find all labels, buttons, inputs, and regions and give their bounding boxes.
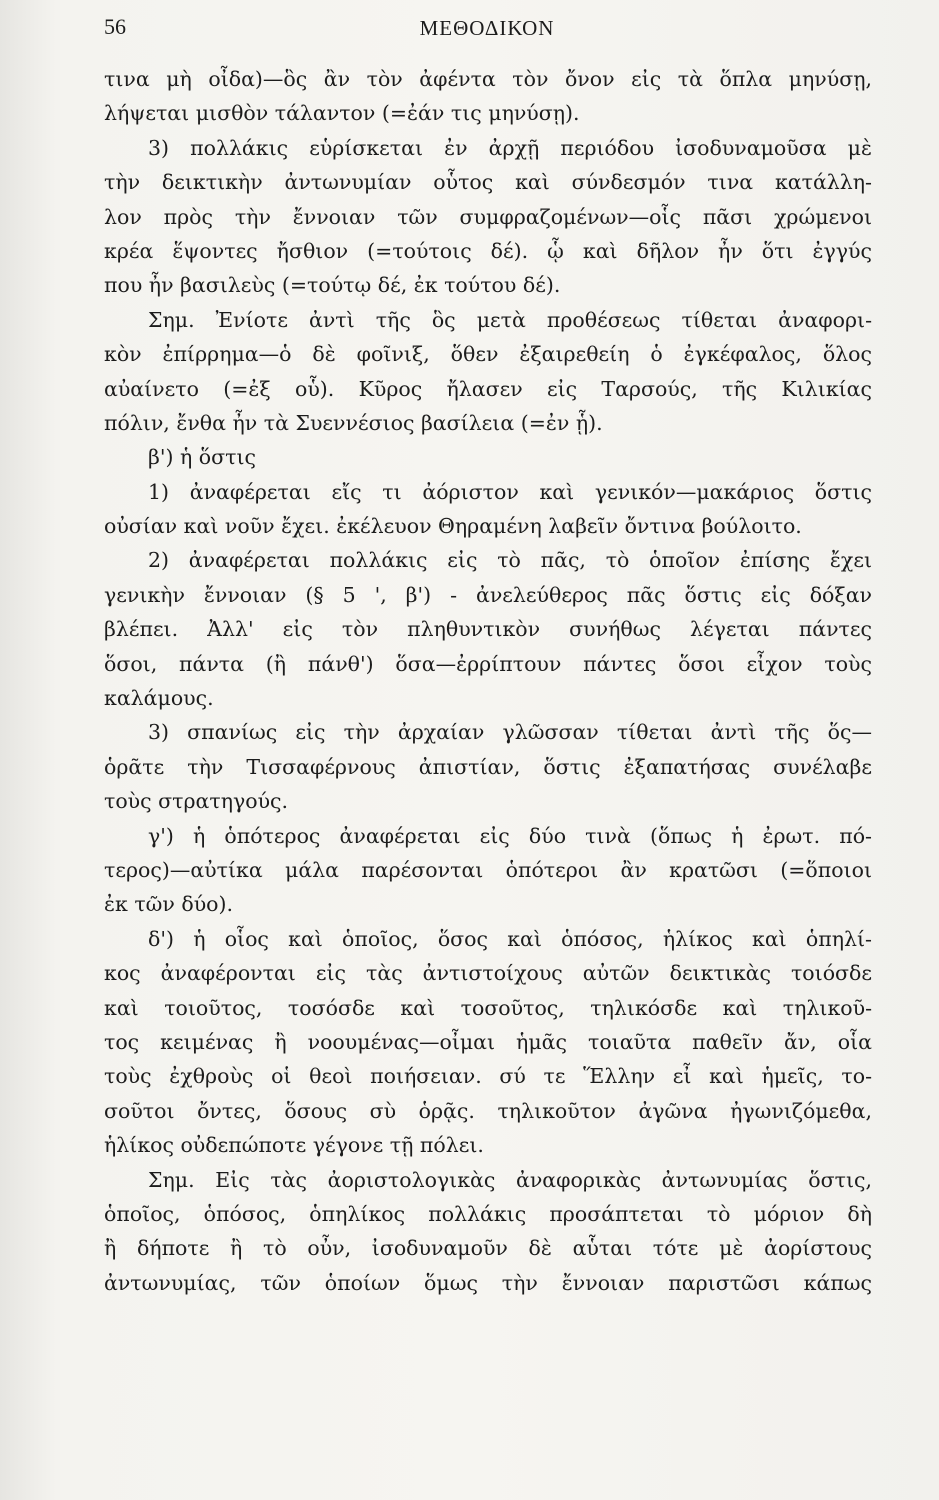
text-line: ἡλίκος οὐδεπώποτε γέγονε τῇ πόλει. xyxy=(104,1133,484,1158)
text-line: ἐκ τῶν δύο). xyxy=(104,892,234,917)
text-line: δ') ἡ οἷος καὶ ὁποῖος, ὅσος καὶ ὁπόσος, ἡλίκος καὶ ὁπηλί- xyxy=(148,926,872,951)
text-line: αὐαίνετο (=ἐξ οὗ). Κῦρος ἤλασεν εἰς Ταρσούς, τῆς Κιλικίας xyxy=(104,376,872,401)
text-line: λήψεται μισθὸν τάλαντον (=ἐάν τις μηνύσῃ). xyxy=(104,101,580,126)
text-line: γενικὴν ἔννοιαν (§ 5 ', β') - ἀνελεύθερος πᾶς ὅστις εἰς δόξαν xyxy=(104,582,872,607)
text-line: πόλιν, ἔνθα ἦν τὰ Συεννέσιος βασίλεια (=ἐν ᾗ). xyxy=(104,410,603,435)
page-header xyxy=(104,14,870,50)
text-line: Σημ. Ἐνίοτε ἀντὶ τῆς ὃς μετὰ προθέσεως τίθεται ἀναφορι- xyxy=(148,307,872,332)
text-line: 2) ἀναφέρεται πολλάκις εἰς τὸ πᾶς, τὸ ὁποῖον ἐπίσης ἔχει xyxy=(148,548,872,573)
body-text xyxy=(104,62,872,1300)
text-line: τινα μὴ οἶδα)—ὃς ἂν τὸν ἀφέντα τὸν ὄνον εἰς τὰ ὅπλα μηνύσῃ, xyxy=(104,67,872,91)
text-line: τοὺς ἐχθροὺς οἱ θεοὶ ποιήσειαν. σύ τε Ἕλλην εἶ καὶ ἡμεῖς, το- xyxy=(104,1064,872,1089)
text-line: β') ἡ ὅστις xyxy=(148,445,256,470)
text-line: κὸν ἐπίρρημα—ὁ δὲ φοῖνιξ, ὅθεν ἐξαιρεθείη ὁ ἐγκέφαλος, ὅλος xyxy=(104,342,872,367)
text-line: 3) πολλάκις εὑρίσκεται ἐν ἀρχῇ περιόδου ἰσοδυναμοῦσα μὲ xyxy=(148,135,872,160)
text-line: ὁποῖος, ὁπόσος, ὁπηλίκος πολλάκις προσάπτεται τὸ μόριον δὴ xyxy=(104,1201,872,1226)
text-line: καλάμους. xyxy=(104,686,214,711)
text-line: οὐσίαν καὶ νοῦν ἔχει. ἐκέλευον Θηραμένη λαβεῖν ὄντινα βούλοιτο. xyxy=(104,514,802,539)
text-line: που ἦν βασιλεὺς (=τούτῳ δέ, ἐκ τούτου δέ). xyxy=(104,273,561,298)
text-line: βλέπει. Ἀλλ' εἰς τὸν πληθυντικὸν συνήθως λέγεται πάντες xyxy=(104,617,872,642)
text-line: τος κειμένας ἢ νοουμένας—οἶμαι ἡμᾶς τοιαῦτα παθεῖν ἄν, οἷα xyxy=(104,1029,872,1054)
text-line: ὁρᾶτε τὴν Τισσαφέρνους ἀπιστίαν, ὅστις ἐξαπατήσας συνέλαβε xyxy=(104,754,872,779)
text-line: καὶ τοιοῦτος, τοσόσδε καὶ τοσοῦτος, τηλικόσδε καὶ τηλικοῦ- xyxy=(104,995,872,1020)
text-line: κρέα ἕψοντες ἤσθιον (=τούτοις δέ). ᾧ καὶ δῆλον ἦν ὅτι ἐγγύς xyxy=(104,238,872,263)
running-head: ΜΕΘΟΔΙΚΟΝ xyxy=(419,16,555,40)
text-line: ὅσοι, πάντα (ἢ πάνθ') ὅσα—ἐρρίπτουν πάντες ὅσοι εἶχον τοὺς xyxy=(104,651,872,676)
text-line: τοὺς στρατηγούς. xyxy=(104,789,289,814)
text-line: 1) ἀναφέρεται εἴς τι ἀόριστον καὶ γενικόν—μακάριος ὅστις xyxy=(148,479,872,504)
text-line: Σημ. Εἰς τὰς ἀοριστολογικὰς ἀναφορικὰς ἀντωνυμίας ὅστις, xyxy=(148,1167,872,1192)
text-line: ἀντωνυμίας, τῶν ὁποίων ὅμως τὴν ἔννοιαν παριστῶσι κάπως xyxy=(104,1270,872,1295)
text-line: σοῦτοι ὄντες, ὅσους σὺ ὁρᾷς. τηλικοῦτον ἀγῶνα ἠγωνιζόμεθα, xyxy=(104,1098,872,1123)
text-line: γ') ἡ ὁπότερος ἀναφέρεται εἰς δύο τινὰ (ὅπως ἡ ἐρωτ. πό- xyxy=(148,823,872,848)
text-line: κος ἀναφέρονται εἰς τὰς ἀντιστοίχους αὐτῶν δεικτικὰς τοιόσδε xyxy=(104,961,872,986)
text-line: τερος)—αὐτίκα μάλα παρέσονται ὁπότεροι ἂν κρατῶσι (=ὅποιοι xyxy=(104,857,872,882)
text-line: ἢ δήποτε ἢ τὸ οὖν, ἰσοδυναμοῦν δὲ αὗται τότε μὲ ἀορίστους xyxy=(104,1236,872,1261)
text-line: λον πρὸς τὴν ἔννοιαν τῶν συμφραζομένων—οἷς πᾶσι χρώμενοι xyxy=(104,204,872,229)
page-number: 56 xyxy=(104,14,126,39)
text-line: τὴν δεικτικὴν ἀντωνυμίαν οὗτος καὶ σύνδεσμόν τινα κατάλλη- xyxy=(104,170,872,195)
text-line: 3) σπανίως εἰς τὴν ἀρχαίαν γλῶσσαν τίθεται ἀντὶ τῆς ὅς— xyxy=(148,720,872,745)
